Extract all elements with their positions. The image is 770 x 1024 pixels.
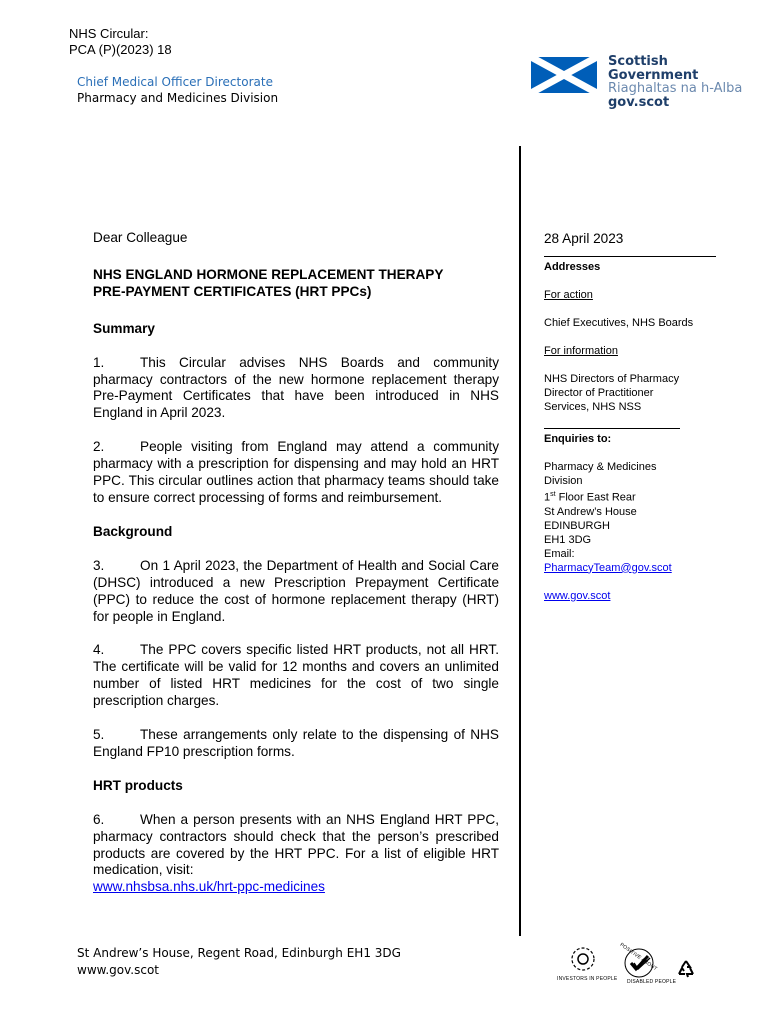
info-recipient-2: Director of Practitioner (544, 387, 654, 399)
footer-address: St Andrew’s House, Regent Road, Edinburgh EH1 3DG (77, 946, 401, 960)
paragraph-text: On 1 April 2023, the Department of Health and Social Care (DHSC) introduced a new Prescription Prepayment Certificate (PPC) to reduce the cost of hormone replacement therapy (HRT) for people in England. (93, 557, 499, 624)
title-line-1: NHS ENGLAND HORMONE REPLACEMENT THERAPY (93, 266, 444, 282)
enquiries-floor: 1st Floor East Rear (544, 491, 636, 504)
for-action-recipients: Chief Executives, NHS Boards (544, 317, 694, 329)
paragraph-number: 1. (93, 354, 105, 370)
enquiries-line-2: Division (544, 475, 583, 487)
letter-body (93, 230, 499, 913)
greeting: Dear Colleague (93, 230, 188, 245)
disabled-people-label: DISABLED PEOPLE (627, 979, 677, 985)
paragraph-number: 6. (93, 811, 105, 827)
positive-about-label: POSITIVE ABOUT (618, 942, 659, 973)
recycle-icon (676, 959, 696, 979)
date-rule (544, 256, 716, 257)
saltire-flag-icon (531, 57, 597, 93)
enquiries-label: Enquiries to: (544, 433, 612, 445)
enquiries-line-6: EH1 3DG (544, 533, 592, 546)
email-label: Email: (544, 547, 575, 560)
letter-sidebar (544, 230, 744, 603)
paragraph-number: 5. (93, 727, 105, 743)
paragraph-text: When a person presents with an NHS England HRT PPC, pharmacy contractors should check that the person’s prescribed products are covered by the HRT PPC. For a list of eligible HRT medication, visit: (93, 811, 499, 878)
paragraph-text: The PPC covers specific listed HRT products, not all HRT. The certificate will be valid for 12 months and covers an unlimited number of listed HRT medicines for the cost of two single prescription charges. (93, 642, 499, 709)
footer-address-block (77, 945, 401, 979)
paragraph-4 (93, 642, 499, 710)
summary-heading: Summary (93, 320, 155, 336)
column-divider (519, 146, 521, 936)
info-recipient-3: Services, NHS NSS (544, 401, 642, 413)
paragraph-text: These arrangements only relate to the dispensing of NHS England FP10 prescription forms. (93, 727, 499, 759)
logo-wordmark (608, 55, 751, 109)
footer-website: www.gov.scot (77, 963, 159, 977)
email-link[interactable]: PharmacyTeam@gov.scot (544, 561, 672, 574)
hrt-products-heading: HRT products (93, 777, 183, 793)
division-name: Pharmacy and Medicines Division (77, 91, 279, 105)
addresses-label: Addresses (544, 261, 601, 273)
website-link[interactable]: www.gov.scot (544, 589, 611, 602)
circular-number: PCA (P)(2023) 18 (69, 42, 172, 57)
paragraph-text: People visiting from England may attend a community pharmacy with a prescription for dispensing and may hold an HRT PPC. This circular outlines action that pharmacy teams should take to ensure correct processing of forms and reimbursement. (93, 439, 499, 505)
paragraph-text: This Circular advises NHS Boards and community pharmacy contractors of the new hormone replacement therapy Pre-Payment Certificates that have been introduced in NHS England in April 2023. (93, 354, 499, 421)
hrt-medicines-link[interactable]: www.nhsbsa.nhs.uk/hrt-ppc-medicines (93, 879, 325, 895)
paragraph-number: 2. (93, 439, 105, 455)
logo-domain: gov.scot (608, 94, 670, 110)
scottish-government-logo (531, 54, 751, 110)
letter-title (93, 267, 499, 301)
investors-in-people-icon (569, 945, 597, 973)
title-line-2: PRE-PAYMENT CERTIFICATES (HRT PPCs) (93, 283, 372, 299)
paragraph-1 (93, 355, 499, 423)
enquiries-line-1: Pharmacy & Medicines (544, 461, 657, 473)
logo-gaelic-name: Riaghaltas na h-Alba (608, 81, 743, 96)
enquiries-line-5: EDINBURGH (544, 519, 611, 532)
enquiries-rule (544, 428, 680, 429)
footer-badges (557, 943, 697, 983)
paragraph-number: 4. (93, 642, 105, 658)
circular-reference (69, 26, 172, 58)
for-action-label: For action (544, 289, 593, 301)
paragraph-3 (93, 558, 499, 626)
circular-label: NHS Circular: (69, 26, 149, 41)
paragraph-6 (93, 812, 499, 897)
enquiries-line-4: St Andrew’s House (544, 505, 637, 518)
paragraph-5 (93, 727, 499, 761)
background-heading: Background (93, 523, 173, 539)
logo-english-name: Scottish Government (608, 54, 699, 83)
info-recipient-1: NHS Directors of Pharmacy (544, 373, 680, 385)
paragraph-2 (93, 439, 499, 507)
for-information-label: For information (544, 345, 618, 357)
directorate-name: Chief Medical Officer Directorate (77, 75, 273, 89)
directorate-block (77, 74, 278, 106)
letter-date: 28 April 2023 (544, 231, 624, 246)
paragraph-number: 3. (93, 557, 105, 573)
investors-in-people-label: INVESTORS IN PEOPLE (557, 976, 618, 982)
